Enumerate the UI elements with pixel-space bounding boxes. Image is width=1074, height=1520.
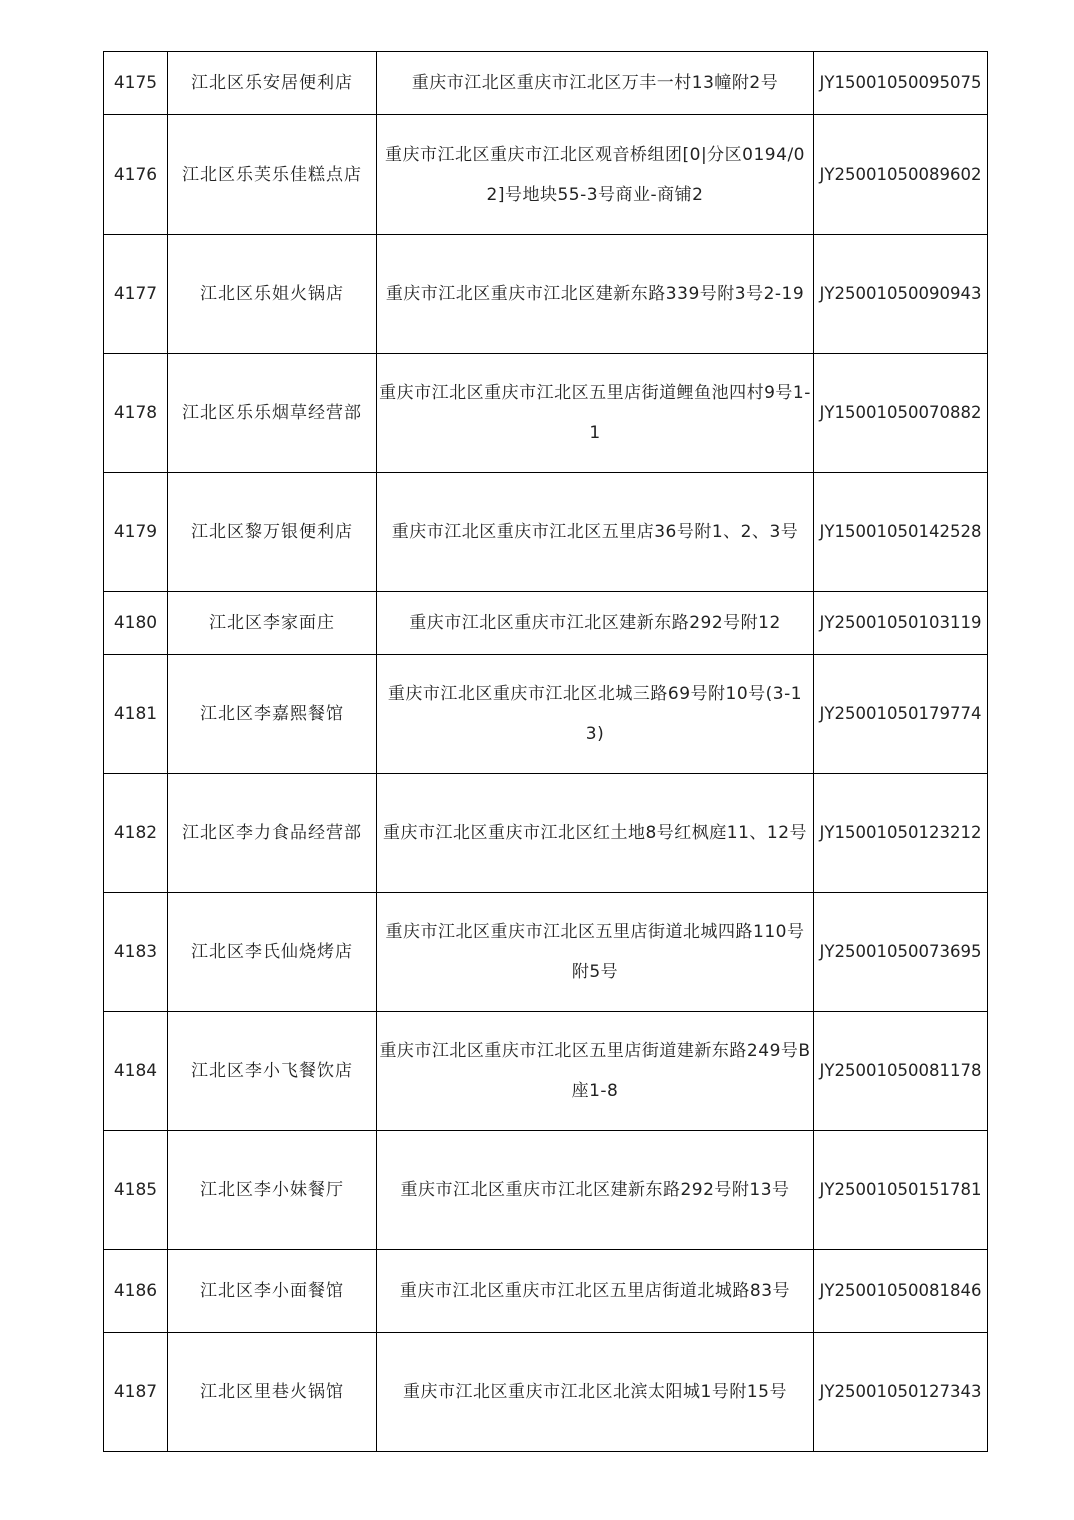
row-number: 4180 — [104, 592, 168, 655]
business-license-table — [103, 51, 988, 1452]
table-row — [104, 655, 988, 774]
table-row — [104, 235, 988, 354]
table-row — [104, 115, 988, 235]
table-row — [104, 354, 988, 473]
table-row — [104, 1333, 988, 1452]
business-address: 重庆市江北区重庆市江北区观音桥组团[0|分区0194/02]号地块55-3号商业-商铺2 — [377, 115, 814, 235]
license-number: JY25001050127343 — [814, 1333, 988, 1452]
business-name: 江北区乐芙乐佳糕点店 — [168, 115, 377, 235]
business-name: 江北区李力食品经营部 — [168, 774, 377, 893]
business-name: 江北区李小飞餐饮店 — [168, 1012, 377, 1131]
business-address: 重庆市江北区重庆市江北区五里店街道北城路83号 — [377, 1250, 814, 1333]
table-row — [104, 1012, 988, 1131]
business-address: 重庆市江北区重庆市江北区北城三路69号附10号(3-13) — [377, 655, 814, 774]
license-number: JY25001050179774 — [814, 655, 988, 774]
table-row — [104, 592, 988, 655]
row-number: 4179 — [104, 473, 168, 592]
row-number: 4185 — [104, 1131, 168, 1250]
row-number: 4183 — [104, 893, 168, 1012]
business-name: 江北区乐姐火锅店 — [168, 235, 377, 354]
table-row — [104, 1250, 988, 1333]
business-address: 重庆市江北区重庆市江北区五里店街道北城四路110号附5号 — [377, 893, 814, 1012]
row-number: 4182 — [104, 774, 168, 893]
license-number: JY25001050081178 — [814, 1012, 988, 1131]
license-number: JY25001050103119 — [814, 592, 988, 655]
business-address: 重庆市江北区重庆市江北区五里店街道鲤鱼池四村9号1-1 — [377, 354, 814, 473]
business-name: 江北区黎万银便利店 — [168, 473, 377, 592]
row-number: 4186 — [104, 1250, 168, 1333]
license-number: JY15001050142528 — [814, 473, 988, 592]
business-name: 江北区乐安居便利店 — [168, 52, 377, 115]
license-number: JY25001050089602 — [814, 115, 988, 235]
business-address: 重庆市江北区重庆市江北区万丰一村13幢附2号 — [377, 52, 814, 115]
business-name: 江北区李家面庄 — [168, 592, 377, 655]
business-address: 重庆市江北区重庆市江北区五里店36号附1、2、3号 — [377, 473, 814, 592]
license-number: JY25001050151781 — [814, 1131, 988, 1250]
table-row — [104, 1131, 988, 1250]
business-name: 江北区乐乐烟草经营部 — [168, 354, 377, 473]
row-number: 4187 — [104, 1333, 168, 1452]
row-number: 4176 — [104, 115, 168, 235]
table-row — [104, 52, 988, 115]
license-number: JY25001050090943 — [814, 235, 988, 354]
business-address: 重庆市江北区重庆市江北区建新东路292号附12 — [377, 592, 814, 655]
business-name: 江北区李小面餐馆 — [168, 1250, 377, 1333]
license-number: JY25001050081846 — [814, 1250, 988, 1333]
license-number: JY15001050070882 — [814, 354, 988, 473]
business-name: 江北区李小妹餐厅 — [168, 1131, 377, 1250]
business-address: 重庆市江北区重庆市江北区建新东路292号附13号 — [377, 1131, 814, 1250]
row-number: 4177 — [104, 235, 168, 354]
row-number: 4181 — [104, 655, 168, 774]
business-name: 江北区里巷火锅馆 — [168, 1333, 377, 1452]
license-number: JY25001050073695 — [814, 893, 988, 1012]
business-address: 重庆市江北区重庆市江北区建新东路339号附3号2-19 — [377, 235, 814, 354]
business-name: 江北区李氏仙烧烤店 — [168, 893, 377, 1012]
license-number: JY15001050095075 — [814, 52, 988, 115]
row-number: 4178 — [104, 354, 168, 473]
business-address: 重庆市江北区重庆市江北区红土地8号红枫庭11、12号 — [377, 774, 814, 893]
table-row — [104, 473, 988, 592]
table-row — [104, 893, 988, 1012]
business-name: 江北区李嘉熙餐馆 — [168, 655, 377, 774]
business-address: 重庆市江北区重庆市江北区五里店街道建新东路249号B座1-8 — [377, 1012, 814, 1131]
business-address: 重庆市江北区重庆市江北区北滨太阳城1号附15号 — [377, 1333, 814, 1452]
license-number: JY15001050123212 — [814, 774, 988, 893]
row-number: 4184 — [104, 1012, 168, 1131]
table-row — [104, 774, 988, 893]
row-number: 4175 — [104, 52, 168, 115]
